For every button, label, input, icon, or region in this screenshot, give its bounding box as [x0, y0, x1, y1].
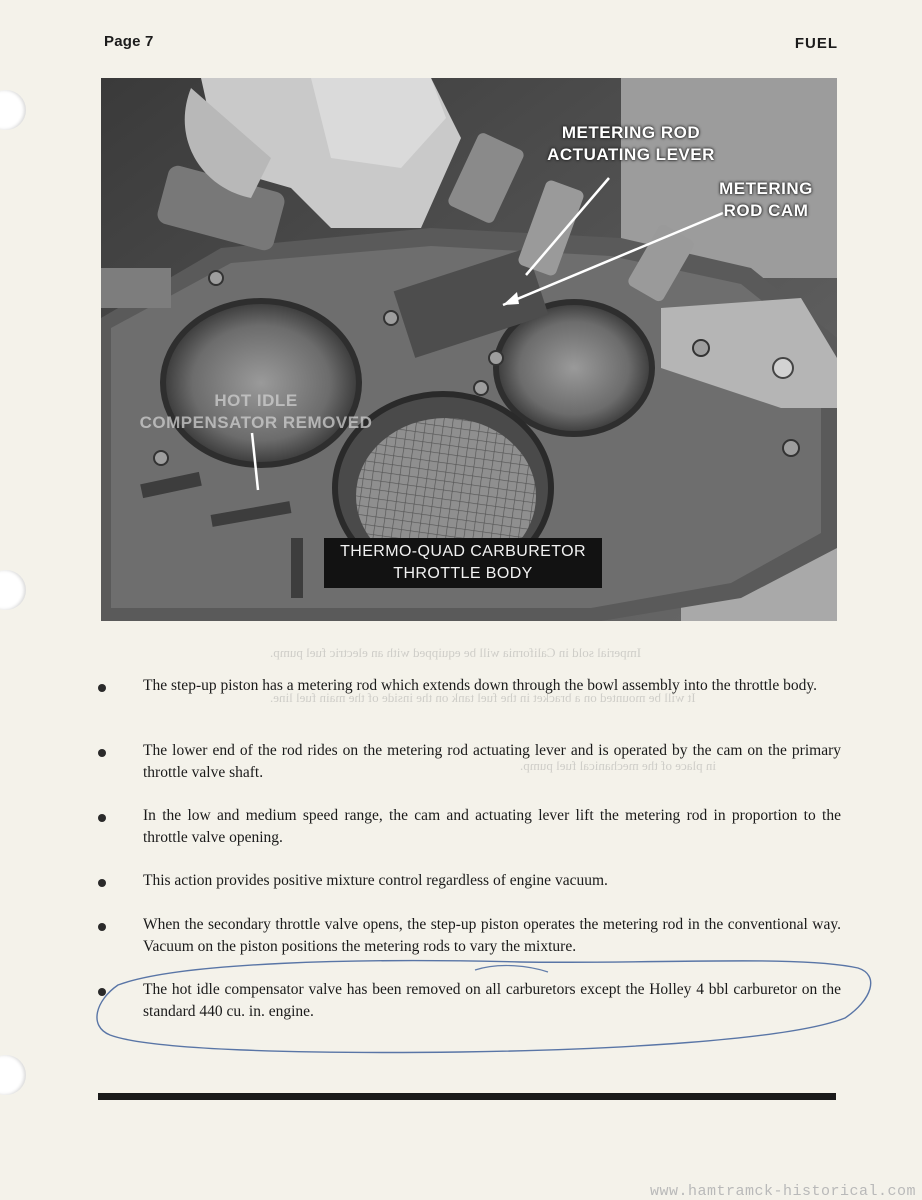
callout-line: HOT IDLE — [214, 391, 298, 410]
bullet-text: When the secondary throttle valve opens, the step-up piston operates the metering rod in the conventional way. Vacuum on the piston positions the metering rods to vary the mixture. — [143, 916, 841, 955]
callout-line: ROD CAM — [723, 201, 809, 220]
callout-line: METERING ROD — [561, 123, 701, 142]
callout-line: ACTUATING LEVER — [547, 145, 715, 164]
footer-rule — [98, 1093, 836, 1100]
bullet-text: The hot idle compensator valve has been removed on all carburetors except the Holley 4 bbl carburetor on the standard 440 cu. in. engine. — [143, 981, 841, 1020]
photo-caption — [324, 541, 602, 585]
watermark: www.hamtramck-historical.com — [649, 1183, 916, 1200]
section-title: FUEL — [794, 35, 838, 52]
carburetor-photo — [101, 78, 837, 621]
callout-line: COMPENSATOR REMOVED — [139, 413, 373, 432]
bleed-through-text: Imperial sold in California will be equipped with an electric fuel pump. — [270, 645, 642, 660]
bullet-text: The lower end of the rod rides on the metering rod actuating lever and is operated by the cam on the primary throttle valve shaft. — [143, 742, 841, 781]
caption-line: THERMO-QUAD CARBURETOR — [340, 543, 586, 560]
bullet-text: This action provides positive mixture control regardless of engine vacuum. — [143, 872, 608, 889]
callout-hot-idle-compensator — [131, 390, 381, 434]
binder-hole — [0, 1055, 26, 1095]
bullet-marker — [98, 749, 106, 757]
callout-metering-rod-cam — [701, 178, 831, 222]
bullet-text: The step-up piston has a metering rod which extends down through the bowl assembly into the throttle body. — [143, 677, 817, 694]
bullet-marker — [98, 923, 106, 931]
callout-line: METERING — [719, 179, 813, 198]
bullet-marker — [98, 814, 106, 822]
page-number: Page 7 — [104, 33, 154, 50]
bleed-through-text: It will be mounted on a bracket in the fuel tank on the inside of the main fuel line. — [270, 690, 696, 705]
bullet-marker — [98, 684, 106, 692]
bullet-marker — [98, 879, 106, 887]
callout-metering-rod-actuating-lever — [531, 122, 731, 166]
bleed-through-text: in place of the mechanical fuel pump. — [520, 758, 717, 773]
bullet-marker — [98, 988, 106, 996]
binder-hole — [0, 90, 26, 130]
binder-hole — [0, 570, 26, 610]
bullet-text: In the low and medium speed range, the cam and actuating lever lift the metering rod in proportion to the throttle valve opening. — [143, 807, 841, 846]
caption-line: THROTTLE BODY — [393, 565, 533, 582]
